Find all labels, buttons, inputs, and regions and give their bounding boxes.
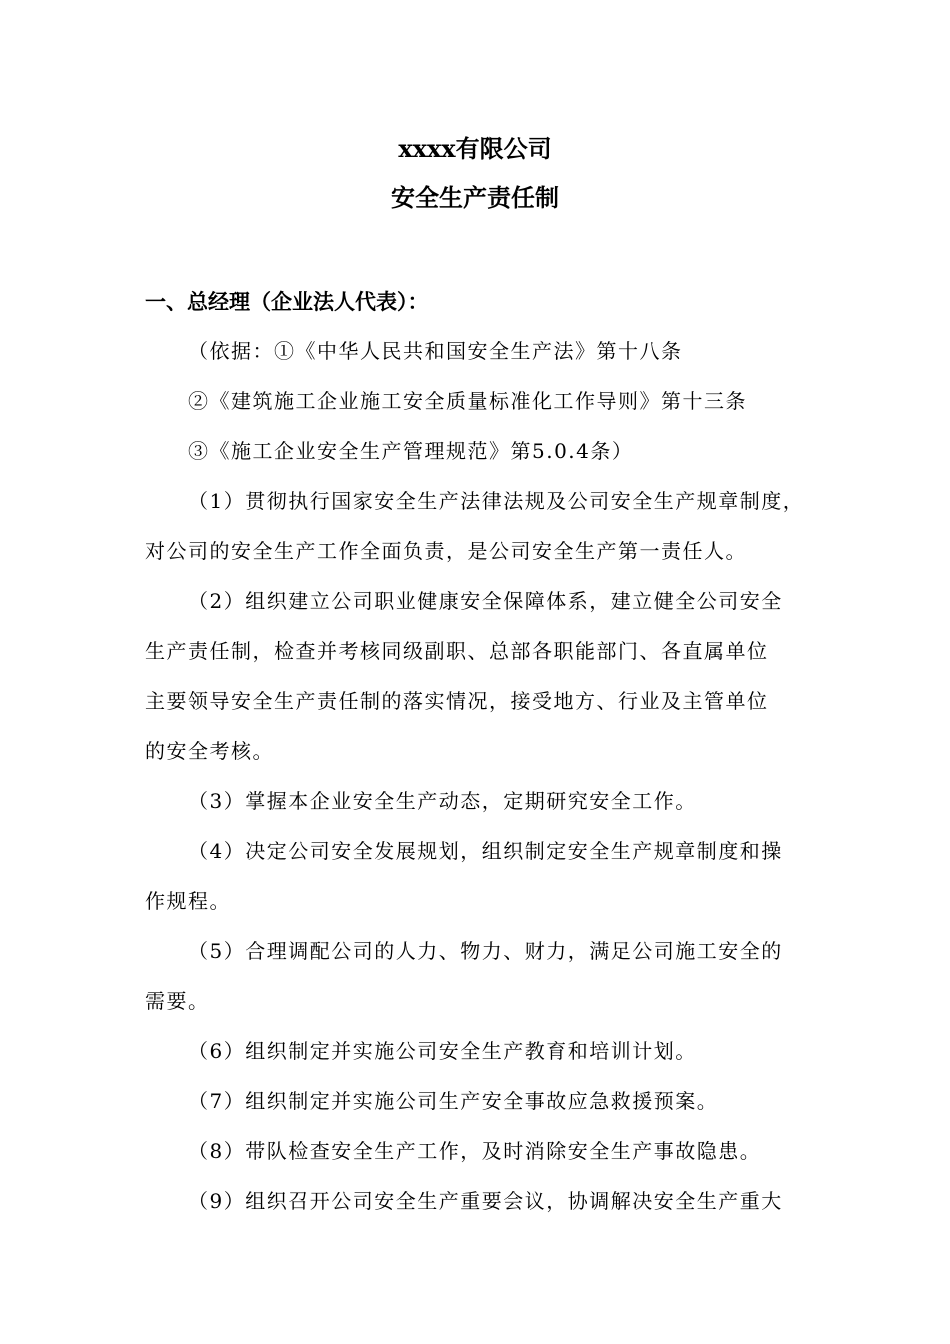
paragraph-line: （3）掌握本企业安全生产动态，定期研究安全工作。 [188,789,697,813]
basis-line-3: ③《施工企业安全生产管理规范》第5.0.4条） [188,439,634,463]
paragraph-line: 需要。 [145,989,210,1013]
paragraph-line: （6）组织制定并实施公司安全生产教育和培训计划。 [188,1039,697,1063]
document-title: 安全生产责任制 [391,183,559,212]
paragraph-line: 主要领导安全生产责任制的落实情况，接受地方、行业及主管单位 [145,689,769,713]
paragraph-line: （7）组织制定并实施公司生产安全事故应急救援预案。 [188,1089,719,1113]
paragraph-line: 生产责任制，检查并考核同级副职、总部各职能部门、各直属单位 [145,639,769,663]
paragraph-line: （2）组织建立公司职业健康安全保障体系，建立健全公司安全 [188,589,783,613]
basis-line-2: ②《建筑施工企业施工安全质量标准化工作导则》第十三条 [188,389,747,413]
paragraph-line: 作规程。 [145,889,231,913]
section-heading: 一、总经理（企业法人代表）： [145,289,429,314]
basis-line-1: （依据：①《中华人民共和国安全生产法》第十八条 [188,339,683,363]
paragraph-line: 对公司的安全生产工作全面负责，是公司安全生产第一责任人。 [145,539,747,563]
paragraph-line: （5）合理调配公司的人力、物力、财力，满足公司施工安全的 [188,939,783,963]
paragraph-line: （4）决定公司安全发展规划，组织制定安全生产规章制度和操 [188,839,783,863]
paragraph-line: 的安全考核。 [145,739,274,763]
paragraph-line: （8）带队检查安全生产工作，及时消除安全生产事故隐患。 [188,1139,762,1163]
paragraph-line: （9）组织召开公司安全生产重要会议，协调解决安全生产重大 [188,1189,783,1213]
paragraph-line: （1）贯彻执行国家安全生产法律法规及公司安全生产规章制度， [188,489,805,513]
company-title: xxxx有限公司 [398,134,552,163]
